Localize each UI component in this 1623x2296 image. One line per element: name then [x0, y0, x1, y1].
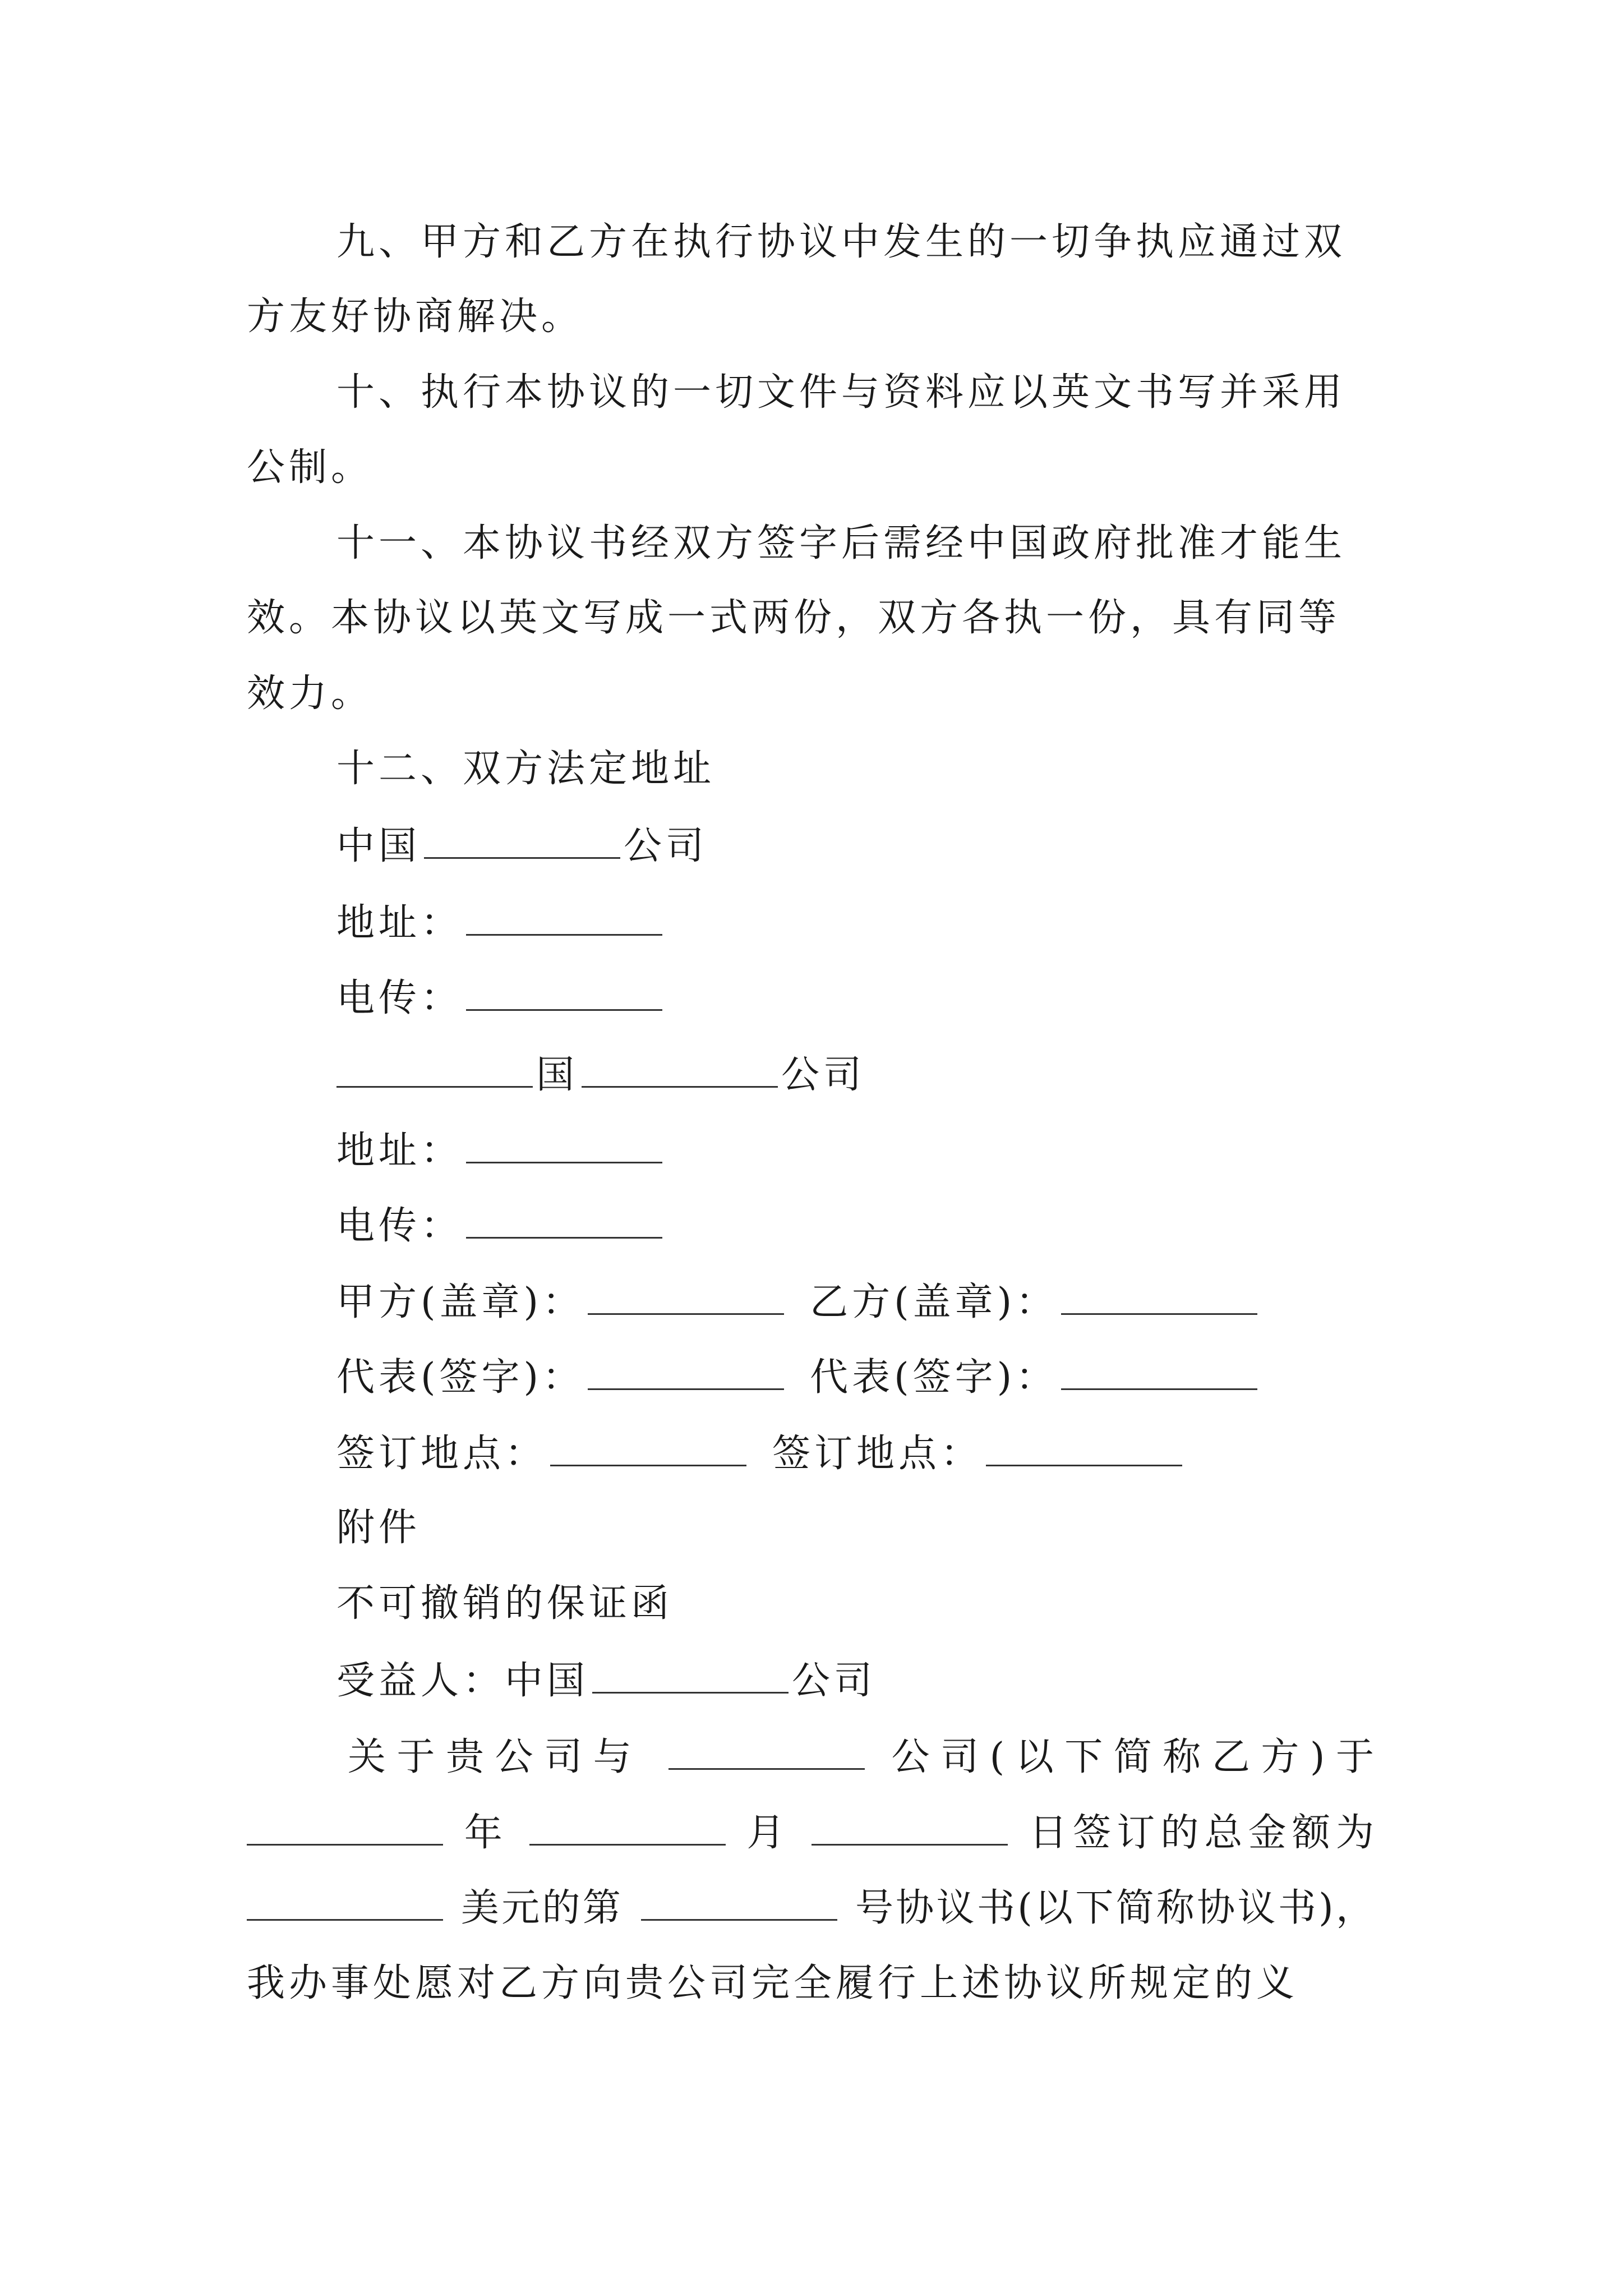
party-a-fax-label: 电传：: [336, 976, 463, 1020]
beneficiary-blank: [592, 1660, 789, 1694]
party-a-prefix: 中国: [336, 824, 421, 868]
guarantee-month: 月: [746, 1811, 791, 1855]
guarantee-p1-b: 公司(以下简称乙方)于: [891, 1735, 1374, 1779]
party-a-fax-line: [336, 978, 666, 1018]
party-b-address-label: 地址：: [336, 1129, 463, 1173]
place-b-label: 签订地点：: [772, 1432, 983, 1476]
month-blank: [529, 1812, 726, 1846]
year-blank: [247, 1812, 443, 1846]
party-a-seal-blank: [588, 1282, 784, 1315]
guarantee-line-4: 我办事处愿对乙方向贵公司完全履行上述协议所规定的义: [247, 1961, 1299, 2005]
party-b-company-suffix: 公司: [781, 1053, 866, 1097]
guarantee-line-1: [348, 1737, 1374, 1777]
party-a-company-line: [336, 826, 708, 866]
beneficiary-prefix: 受益人：中国: [336, 1659, 589, 1703]
party-b-address-blank: [466, 1130, 662, 1163]
party-b-country-blank: [336, 1055, 533, 1088]
beneficiary-suffix: 公司: [792, 1659, 877, 1703]
partner-company-blank: [668, 1737, 865, 1770]
guarantee-p3-a: 美元的第: [460, 1886, 624, 1930]
party-b-fax-blank: [466, 1205, 662, 1239]
guarantee-line-3: [247, 1886, 1374, 1930]
party-a-address-blank: [466, 903, 662, 936]
rep-a-blank: [588, 1357, 784, 1390]
rep-a-label: 代表(签字)：: [336, 1355, 585, 1400]
party-a-name-blank: [424, 826, 620, 859]
beneficiary-line: [336, 1659, 877, 1703]
clause-11-line-2: 效。本协议以英文写成一式两份，双方各执一份，具有同等: [247, 596, 1341, 640]
party-b-address-line: [336, 1129, 666, 1173]
place-b-blank: [986, 1433, 1182, 1466]
place-a-label: 签订地点：: [336, 1432, 547, 1476]
party-a-fax-blank: [466, 978, 662, 1011]
guarantee-line-2: [247, 1811, 1374, 1855]
clause-10-line-2: 公制。: [247, 445, 374, 490]
signing-place-line: [336, 1432, 1186, 1476]
party-a-address-line: [336, 901, 666, 945]
party-b-seal-blank: [1061, 1282, 1257, 1315]
rep-b-blank: [1061, 1357, 1257, 1390]
guarantee-p1-a: 关于贵公司与: [348, 1735, 643, 1779]
party-a-suffix: 公司: [624, 824, 708, 868]
amount-blank: [247, 1888, 443, 1921]
party-a-seal-label: 甲方(盖章)：: [336, 1280, 585, 1324]
guarantee-p3-b: 号协议书(以下简称协议书)，: [855, 1886, 1374, 1930]
party-b-company-line: [336, 1053, 866, 1097]
party-b-country-suffix: 国: [536, 1053, 579, 1097]
party-a-address-label: 地址：: [336, 901, 463, 945]
party-b-fax-line: [336, 1204, 666, 1248]
party-b-seal-label: 乙方(盖章)：: [810, 1280, 1058, 1324]
rep-b-label: 代表(签字)：: [810, 1355, 1058, 1400]
party-b-name-blank: [582, 1055, 778, 1088]
clause-11-line-1: 十一、本协议书经双方签字后需经中国政府批准才能生: [336, 521, 1347, 565]
clause-10-line-1: 十、执行本协议的一切文件与资料应以英文书写并采用: [336, 370, 1347, 415]
clause-11-line-3: 效力。: [247, 671, 374, 716]
clause-9-line-1: 九、甲方和乙方在执行协议中发生的一切争执应通过双: [336, 220, 1347, 264]
agreement-number-blank: [641, 1888, 837, 1921]
party-b-fax-label: 电传：: [336, 1204, 463, 1248]
attachment-label: 附件: [336, 1506, 421, 1550]
day-blank: [811, 1812, 1008, 1846]
clause-12-heading: 十二、双方法定地址: [336, 747, 716, 791]
attachment-title: 不可撤销的保证函: [336, 1581, 674, 1626]
guarantee-p2-c: 日签订的总金额为: [1029, 1811, 1374, 1855]
clause-9-line-2: 方友好协商解决。: [247, 295, 584, 339]
place-a-blank: [550, 1433, 746, 1466]
seal-line: [336, 1282, 1261, 1322]
representative-line: [336, 1355, 1261, 1400]
guarantee-year: 年: [464, 1811, 508, 1855]
